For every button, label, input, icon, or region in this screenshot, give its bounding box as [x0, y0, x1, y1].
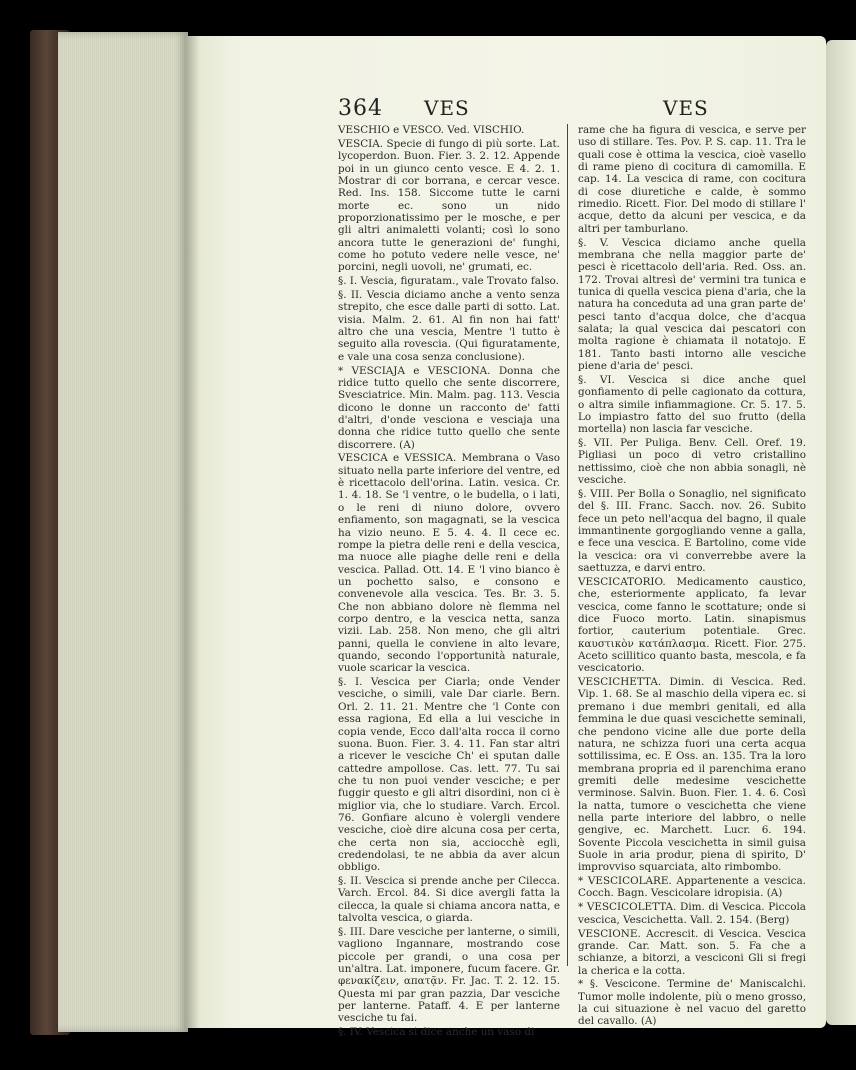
- entry-paragraph: VESCIA. Specie di fungo di più sorte. Lat. lycoperdon. Buon. Fier. 3. 2. 12. Appende poi in un giunco cento vesce. E 4. 2. 1. Mostrar di cor borrana, e cercar vesce. Red. Ins. 158. Siccome tutte le carni morte ec. sono un nido proporzionatissimo per le mosche, e per gli altri animaletti volanti; così lo sono ancora tutte le generazioni de' funghi, come ho potuto vedere nelle vesce, ne' porcini, negli uovoli, ne' grumati, ec.: [338, 137, 560, 274]
- entry-paragraph: rame che ha figura di vescica, e serve per uso di stillare. Tes. Pov. P. S. cap. 11. Tra le quali cose è ottima la vescica, cioè vasello di rame pieno di cocitura di camomilla. E cap. 14. La vescica di rame, con cocitura di cose diuretiche e calde, è sommo rimedio. Ricett. Fior. Del modo di stillare l' acque, detto da alcuni per vescica, e da altri per tamburlano.: [578, 124, 806, 235]
- entry-paragraph: VESCICHETTA. Dimin. di Vescica. Red. Vip. 1. 68. Se al maschio della vipera ec. si premano i due membri genitali, ed alla femmina le due quasi vescichette seminali, che pendono vicine alle due porte della natura, ne schizza fuori una certa acqua sottilissima, ec. E Oss. an. 135. Tra la loro membrana propria ed il parenchima erano gremiti delle medesime vescichette verminose. Salvin. Buon. Fier. 1. 4. 6. Così la natta, tumore o vescichetta che viene nella parte interiore del labbro, o nelle gengive, ec. Marchett. Lucr. 6. 194. Sovente Piccola vescichetta in simil guisa Suole in aria produr, piena di spirito, D' improvviso squarciata, alto rimbombo.: [578, 676, 806, 874]
- entry-paragraph: §. V. Vescica diciamo anche quella membrana che nella maggior parte de' pesci è ricettacolo dell'aria. Red. Oss. an. 172. Trovai altresì de' vermini tra tunica e tunica di quella vescica piena d'aria, che la natura ha conceduta ad una gran parte de' pesci tanto d'acqua dolce, che d'acqua salata; la qual vescica dai pescatori con molta ragione è chiamata il notatojo. E 181. Tanto basti intorno alle vesciche piene d'aria de' pesci.: [578, 236, 806, 373]
- entry-paragraph: * VESCICOLARE. Appartenente a vescica. Cocch. Bagn. Vescicolare idropisia. (A): [578, 875, 806, 900]
- entry-paragraph: §. I. Vescica per Ciarla; onde Vender vesciche, o simili, vale Dar ciarle. Bern. Orl. 2. 11. 21. Mentre che 'l Conte con essa ragiona, Ed ella a lui vesciche in copia vende, Ecco dall'alta rocca il corno suona. Buon. Fier. 3. 4. 11. Fan star altri a ricever le vesciche Ch' ei sputan dalle cattedre ampollose. Cas. lett. 77. Tu sai che tu non puoi vender vesciche; e per fuggir questo e gli altri disordini, non ci è miglior via, che lo studiare. Varch. Ercol. 76. Gonfiare alcuno è volergli vendere vesciche, cioè dire alcuna cosa per certa, che certa non sia, acciocchè egli, credendolasi, te ne abbia da aver alcun obbligo.: [338, 676, 560, 874]
- dictionary-column-right: [578, 124, 806, 1029]
- gutter-shadow: [186, 36, 200, 1028]
- entry-paragraph: §. III. Dare vesciche per lanterne, o simili, vagliono Ingannare, mostrando cose piccole per grandi, o una cosa per un'altra. Lat. imponere, fucum facere. Gr. φενακίζειν, απατᾷν. Fr. Jac. T. 2. 12. 15. Questa mi par gran pazzia, Dar vesciche per lanterne. Pataff. 4. E per lanterne vesciche tu fai.: [338, 926, 560, 1025]
- entry-paragraph: * §. Vescicone. Termine de' Maniscalchi. Tumor molle indolente, più o meno grosso, la cui situazione è nel vacuo del garetto del cavallo. (A): [578, 978, 806, 1028]
- page-number: 364: [338, 96, 383, 121]
- facing-page-edge: [826, 40, 856, 1025]
- entry-paragraph: §. VII. Per Puliga. Benv. Cell. Oref. 19. Pigliasi un poco di vetro cristallino nettissimo, cioè che non abbia sonagli, nè vesciche.: [578, 437, 806, 487]
- entry-paragraph: §. II. Vescia diciamo anche a vento senza strepito, che esce dalle parti di sotto. Lat. visia. Malm. 2. 61. Al fin non hai fatt' altro che una vescia, Mentre 'l tutto è seguito alla rovescia. (Qui figuratamente, e vale una cosa senza conclusione).: [338, 288, 560, 363]
- page-edges: [58, 32, 188, 1032]
- entry-paragraph: * VESCIAJA e VESCIONA. Donna che ridice tutto quello che sente discorrere, Svesciatrice. Min. Malm. pag. 113. Vescia dicono le donne un racconto de' fatti d'altri, d'onde vesciona e vesciaja una donna che ridice tutto quello che sente discorrere. (A): [338, 364, 560, 451]
- dictionary-column-left: [338, 124, 560, 1040]
- entry-paragraph: VESCIONE. Accrescit. di Vescica. Vescica grande. Car. Matt. son. 5. Fa che a schianze, a bitorzi, a vesciconi Gli si fregi la cherica e la cotta.: [578, 927, 806, 977]
- column-divider: [567, 124, 568, 966]
- entry-paragraph: VESCICATORIO. Medicamento caustico, che, esteriormente applicato, fa levar vescica, come fanno le scottature; onde si dice Fuoco morto. Latin. sinapismus fortior, cauterium potentiale. Grec. καυστικὸν κατάπλασμα. Ricett. Fior. 275. Aceto scillitico quanto basta, mescola, e fa vescicatorio.: [578, 575, 806, 675]
- entry-paragraph: §. I. Vescia, figuratam., vale Trovato falso.: [338, 275, 559, 288]
- entry-paragraph: VESCHIO e VESCO. Ved. VISCHIO.: [338, 124, 525, 136]
- entry-paragraph: VESCICA e VESSICA. Membrana o Vaso situato nella parte inferiore del ventre, ed è ricettacolo dell'orina. Latin. vesica. Cr. 1. 4. 18. Se 'l ventre, o le budella, o i lati, o le reni di niuno dolore, ovvero enfiamento, son magagnati, se la vescica ha vizio neuno. E 5. 4. 4. Il cece ec. rompe la pietra delle reni e della vescica, ma nuoce alle piaghe delle reni e della vescica. Pallad. Ott. 14. E 'l vino bianco è un pochetto salso, e consono e convenevole alla vescica. Tes. Br. 3. 5. Che non abbiano dolore nè flemma nel corpo dentro, e la vescica netta, sanza vizii. Lab. 258. Non meno, che gli altri panni, quella le conviene in alto levare, quando, secondo l'opportunità naturale, vuole scaricar la vescica.: [338, 452, 560, 675]
- running-head-left: VES: [424, 96, 470, 120]
- entry-paragraph: §. VIII. Per Bolla o Sonaglio, nel significato del §. III. Franc. Sacch. nov. 26. Subito fece un peto nell'acqua del bagno, il quale immantinente gorgogliando venne a galla, e fece una vescica. E Bartolino, come vide la vescica: ora vi converrebbe avere la saettuzza, e darvi entro.: [578, 487, 806, 575]
- entry-paragraph: §. VI. Vescica si dice anche quel gonfiamento di pelle cagionato da cottura, o altra simile infiammagione. Cr. 5. 17. 5. Lo impiastro fatto del suo frutto (della mortella) non lascia far vesciche.: [578, 373, 806, 436]
- entry-paragraph: §. II. Vescica si prende anche per Cilecca. Varch. Ercol. 84. Si dice avergli fatta la cilecca, la quale si chiama ancora natta, e talvolta vescica, o giarda.: [338, 875, 560, 925]
- entry-paragraph: * VESCICOLETTA. Dim. di Vescica. Piccola vescica, Vescichetta. Vall. 2. 154. (Berg): [578, 901, 806, 926]
- entry-paragraph: §. IV. Vescica si dice anche un vaso di: [338, 1026, 535, 1039]
- running-head-right: VES: [663, 96, 709, 120]
